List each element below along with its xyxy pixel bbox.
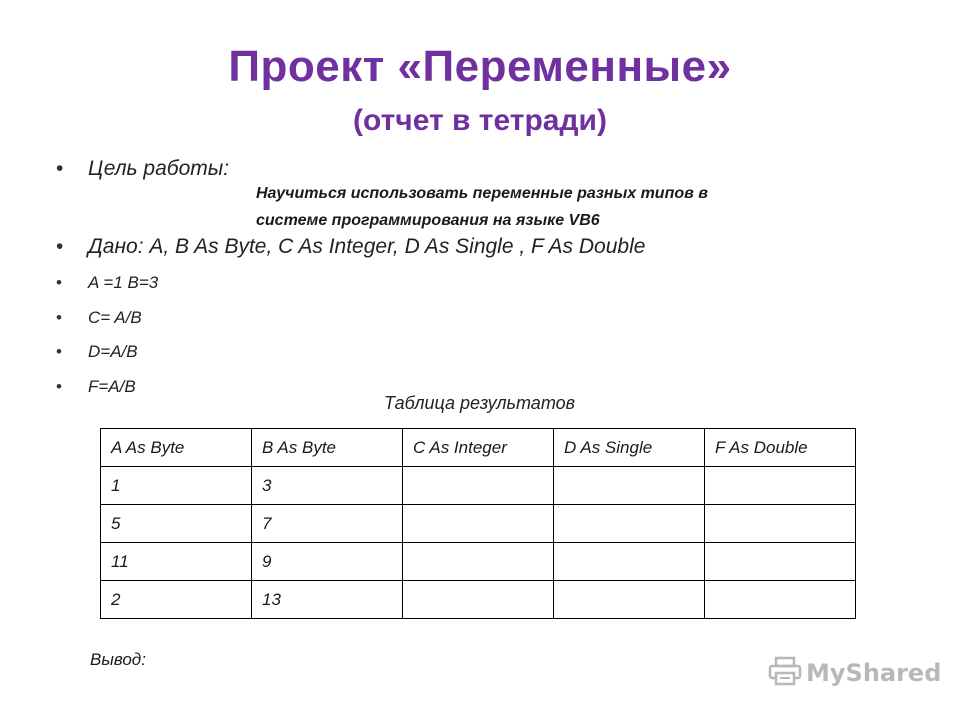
table-cell — [403, 543, 554, 581]
table-cell: 1 — [101, 467, 252, 505]
table-header-cell: B As Byte — [252, 429, 403, 467]
table-cell: 2 — [101, 581, 252, 619]
table-cell: 7 — [252, 505, 403, 543]
table-cell: 3 — [252, 467, 403, 505]
results-table — [100, 428, 856, 619]
table-cell: 13 — [252, 581, 403, 619]
bullet-glyph: • — [56, 273, 62, 292]
ab-text: A =1 B=3 — [88, 273, 159, 292]
f-formula: F=A/B — [88, 377, 136, 396]
goal-description — [256, 180, 876, 234]
goal-line-2: системе программирования на языке VB6 — [256, 212, 600, 229]
table-cell — [705, 505, 856, 543]
table-cell: 9 — [252, 543, 403, 581]
table-cell: 5 — [101, 505, 252, 543]
table-row — [101, 543, 856, 581]
table-cell — [554, 543, 705, 581]
table-cell — [554, 467, 705, 505]
table-cell — [705, 581, 856, 619]
table-cell — [705, 467, 856, 505]
table-cell — [554, 581, 705, 619]
table-cell — [403, 505, 554, 543]
table-cell — [705, 543, 856, 581]
table-cell — [403, 581, 554, 619]
bullet-glyph: • — [56, 308, 62, 327]
table-header-cell: C As Integer — [403, 429, 554, 467]
goal-line-1: Научиться использовать переменные разных типов в — [256, 185, 708, 202]
bullet-glyph: • — [56, 342, 62, 361]
bullet-glyph: • — [56, 235, 64, 258]
d-formula: D=A/B — [88, 342, 138, 361]
table-row — [101, 467, 856, 505]
mysharead-watermark — [768, 656, 941, 690]
table-row — [101, 505, 856, 543]
table-header-cell: F As Double — [705, 429, 856, 467]
page-subtitle: (отчет в тетради) — [353, 104, 607, 137]
table-header-cell: A As Byte — [101, 429, 252, 467]
table-cell — [403, 467, 554, 505]
watermark-text: MyShared — [806, 659, 942, 687]
goal-label: Цель работы: — [88, 157, 230, 180]
table-cell — [554, 505, 705, 543]
printer-icon — [768, 656, 802, 691]
table-caption: Таблица результатов — [384, 393, 576, 413]
page-title: Проект «Переменные» — [228, 42, 732, 91]
bullet-glyph: • — [56, 377, 62, 396]
table-header-row — [101, 429, 856, 467]
conclusion-label: Вывод: — [90, 650, 146, 669]
table-cell: 11 — [101, 543, 252, 581]
c-formula: C= A/B — [88, 308, 142, 327]
bullet-glyph: • — [56, 157, 64, 180]
table-row — [101, 581, 856, 619]
given-text: Дано: A, B As Byte, C As Integer, D As Single , F As Double — [88, 235, 646, 258]
table-header-cell: D As Single — [554, 429, 705, 467]
